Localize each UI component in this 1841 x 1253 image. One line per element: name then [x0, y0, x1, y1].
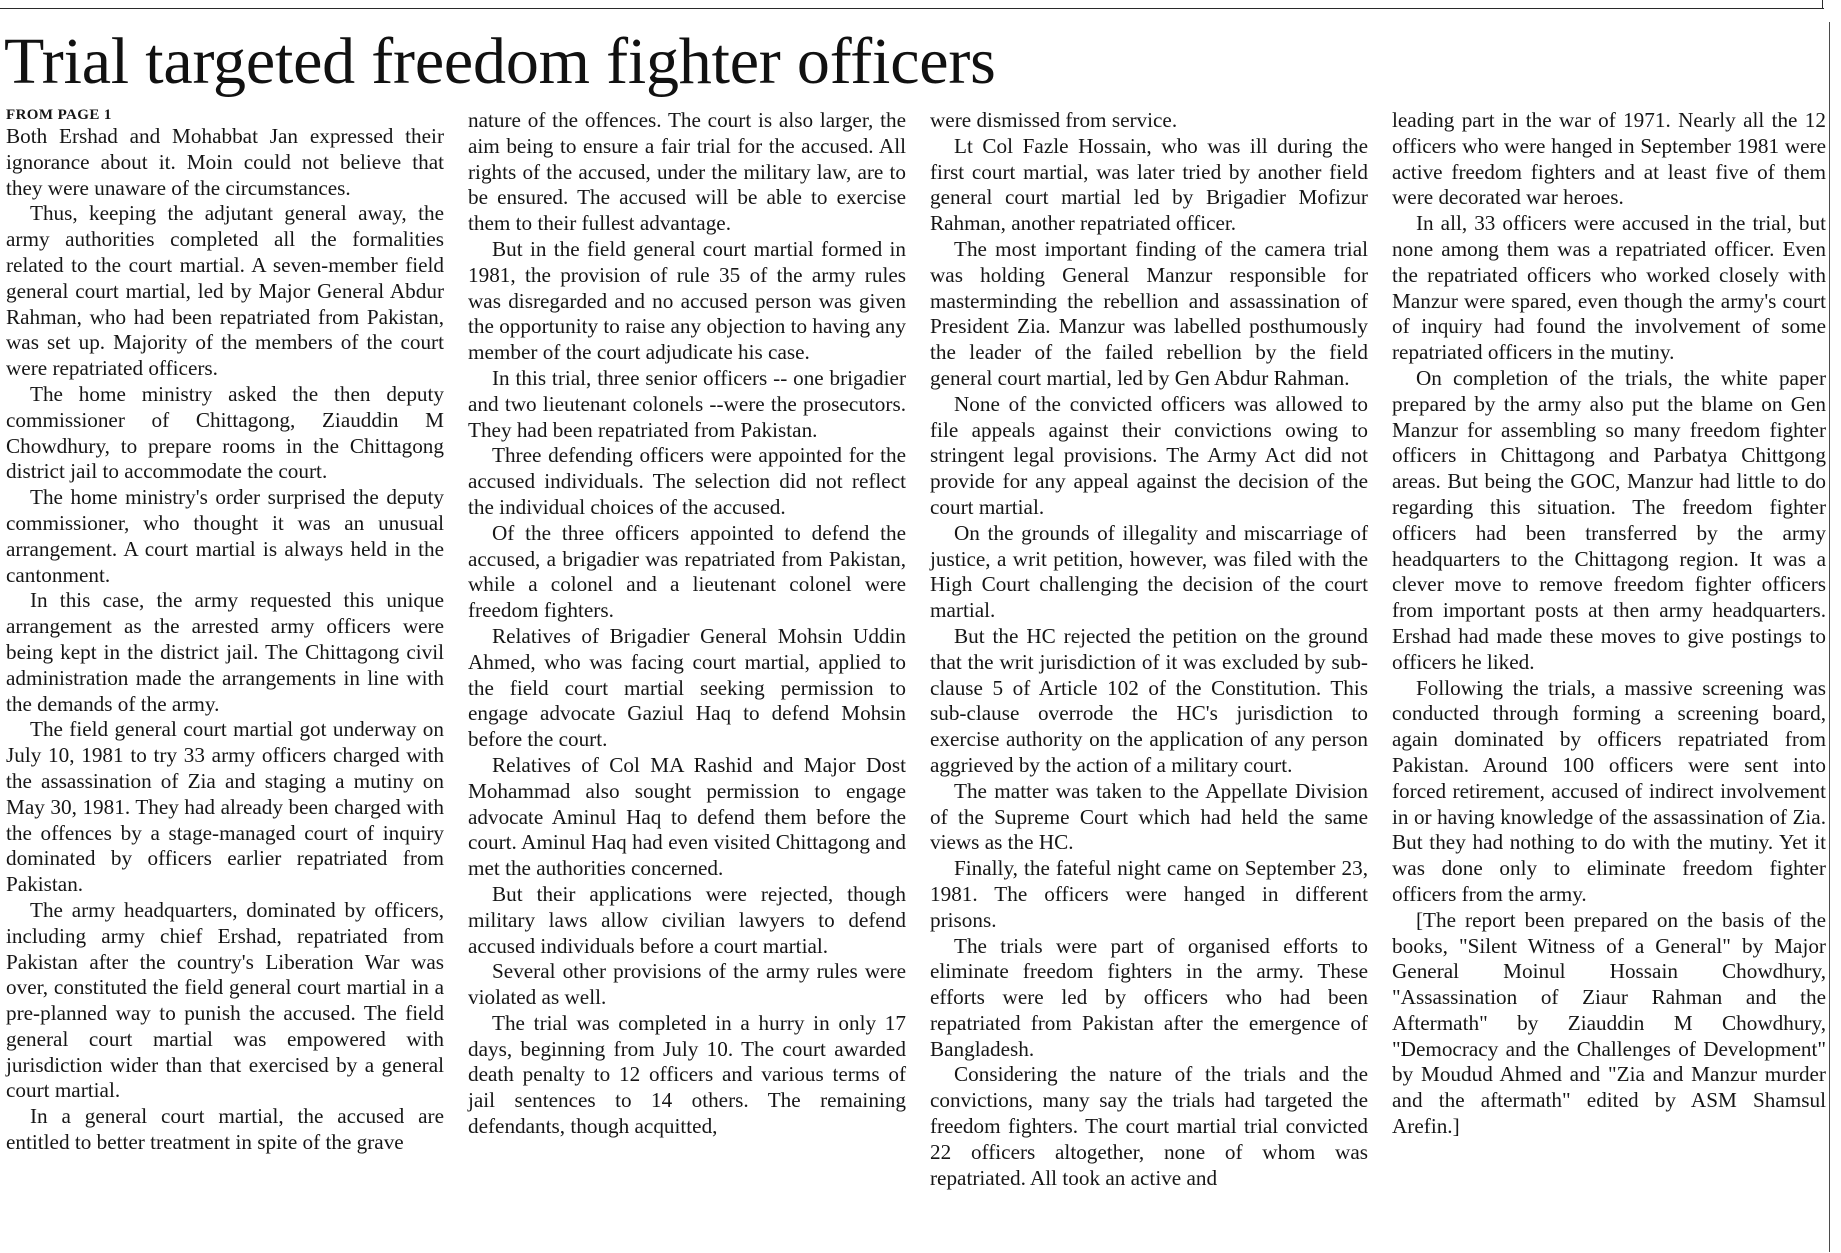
paragraph: None of the convicted officers was allowed to file appeals against their convictions owing to stringent legal provisions. The Army Act did not provide for any appeal against the decision of the court martial. — [930, 391, 1368, 519]
paragraph: On the grounds of illegality and miscarriage of justice, a writ petition, however, was filed with the High Court challenging the decision of the court martial. — [930, 520, 1368, 623]
article-column-4 — [1392, 108, 1826, 1140]
article-column-3 — [930, 108, 1368, 1191]
paragraph: The most important finding of the camera trial was holding General Manzur responsible for masterminding the rebellion and assassination of President Zia. Manzur was labelled posthumously the leader of the failed rebellion by the field general court martial, led by Gen Abdur Rahman. — [930, 236, 1368, 390]
article-column-2 — [468, 108, 906, 1140]
paragraph: Several other provisions of the army rules were violated as well. — [468, 959, 906, 1010]
source-note: [The report been prepared on the basis of the books, "Silent Witness of a General" by Major General Moinul Hossain Chowdhury, "Assassination of Ziaur Rahman and the Aftermath" by Ziauddin M Chowdhury, "Democracy and the Challenges of Development" by Moudud Ahmed and "Zia and Manzur murder and the aftermath" edited by ASM Shamsul Arefin.] — [1392, 907, 1826, 1139]
paragraph: The trials were part of organised efforts to eliminate freedom fighters in the army. These efforts were led by officers who had been repatriated from Pakistan after the emergence of Bangladesh. — [930, 933, 1368, 1061]
paragraph: nature of the offences. The court is also larger, the aim being to ensure a fair trial for the accused. All rights of the accused, under the military law, are to be ensured. The accused will be able to exercise them to their fullest advantage. — [468, 108, 906, 236]
paragraph: In this case, the army requested this unique arrangement as the arrested army officers were being kept in the district jail. The Chittagong civil administration made the arrangements in line with the demands of the army. — [6, 588, 444, 716]
paragraph: Both Ershad and Mohabbat Jan expressed their ignorance about it. Moin could not believe that they were unaware of the circumstances. — [6, 124, 444, 200]
top-rule — [0, 8, 1824, 9]
paragraph: Considering the nature of the trials and the convictions, many say the trials had targeted the freedom fighters. The court martial trial convicted 22 officers altogether, none of whom was repatriated. All took an active and — [930, 1062, 1368, 1190]
paragraph: Three defending officers were appointed for the accused individuals. The selection did not reflect the individual choices of the accused. — [468, 443, 906, 519]
corner-mark — [1822, 0, 1823, 9]
paragraph: Thus, keeping the adjutant general away, the army authorities completed all the formalities related to the court martial. A seven-member field general court martial, led by Major General Abdur Rahman, who had been repatriated from Pakistan, was set up. Majority of the members of the court were repatriated officers. — [6, 201, 444, 381]
paragraph: In a general court martial, the accused are entitled to better treatment in spite of the grave — [6, 1104, 444, 1155]
headline: Trial targeted freedom fighter officers — [4, 25, 996, 98]
paragraph: were dismissed from service. — [930, 108, 1178, 132]
paragraph: But the HC rejected the petition on the ground that the writ jurisdiction of it was excluded by sub-clause 5 of Article 102 of the Constitution. This sub-clause overrode the HC's jurisdiction to exercise authority on the application of any person aggrieved by the action of a military court. — [930, 623, 1368, 777]
paragraph: On completion of the trials, the white paper prepared by the army also put the blame on Gen Manzur for assembling so many freedom fighter officers in Chittagong and Parbatya Chittgong areas. But being the GOC, Manzur had little to do regarding this situation. The freedom fighter officers had been transferred by the army headquarters to the Chittagong region. It was a clever move to remove freedom fighter officers from important posts at then army headquarters. Ershad had made these moves to give postings to officers he liked. — [1392, 365, 1826, 674]
paragraph: Relatives of Brigadier General Mohsin Uddin Ahmed, who was facing court martial, applied to the field court martial seeking permission to engage advocate Gaziul Haq to defend Mohsin before the court. — [468, 623, 906, 752]
paragraph: The field general court martial got underway on July 10, 1981 to try 33 army officers charged with the assassination of Zia and staging a mutiny on May 30, 1981. They had already been charged with the offences by a stage-managed court of inquiry dominated by officers earlier repatriated from Pakistan. — [6, 717, 444, 897]
paragraph: In all, 33 officers were accused in the trial, but none among them was a repatriated officer. Even the repatriated officers who worked closely with Manzur were spared, even though the army's court of inquiry had found the involvement of some repatriated officers in the mutiny. — [1392, 211, 1826, 365]
paragraph: But their applications were rejected, though military laws allow civilian lawyers to defend accused individuals before a court martial. — [468, 881, 906, 958]
paragraph: But in the field general court martial formed in 1981, the provision of rule 35 of the army rules was disregarded and no accused person was given the opportunity to raise any objection to having any member of the court adjudicate his case. — [468, 236, 906, 365]
paragraph: The home ministry's order surprised the deputy commissioner, who thought it was an unusual arrangement. A court martial is always held in the cantonment. — [6, 485, 444, 587]
paragraph: The home ministry asked the then deputy commissioner of Chittagong, Ziauddin M Chowdhury, to prepare rooms in the Chittagong district jail to accommodate the court. — [6, 381, 444, 484]
article-column-1 — [6, 108, 444, 1156]
paragraph: In this trial, three senior officers -- one brigadier and two lieutenant colonels --were the prosecutors. They had been repatriated from Pakistan. — [468, 365, 906, 442]
paragraph: Relatives of Col MA Rashid and Major Dost Mohammad also sought permission to engage advocate Aminul Haq to defend them before the court. Aminul Haq had even visited Chittagong and met the authorities concerned. — [468, 752, 906, 881]
paragraph: The trial was completed in a hurry in only 17 days, beginning from July 10. The court awarded death penalty to 12 officers and various terms of jail sentences to 14 others. The remaining defendants, though acquitted, — [468, 1010, 906, 1139]
paragraph: Of the three officers appointed to defend the accused, a brigadier was repatriated from Pakistan, while a colonel and a lieutenant colonel were freedom fighters. — [468, 520, 906, 623]
paragraph: The army headquarters, dominated by officers, including army chief Ershad, repatriated from Pakistan after the country's Liberation War was over, constituted the field general court martial in a pre-planned way to punish the accused. The field general court martial was empowered with jurisdiction wider than that exercised by a general court martial. — [6, 897, 444, 1103]
paragraph: leading part in the war of 1971. Nearly all the 12 officers who were hanged in September 1981 were active freedom fighters and at least five of them were decorated war heroes. — [1392, 108, 1826, 210]
paragraph: The matter was taken to the Appellate Division of the Supreme Court which had held the same views as the HC. — [930, 778, 1368, 855]
right-edge-rule — [1829, 22, 1830, 1252]
paragraph: Finally, the fateful night came on September 23, 1981. The officers were hanged in different prisons. — [930, 856, 1368, 932]
paragraph: Following the trials, a massive screening was conducted through forming a screening board, again dominated by officers repatriated from Pakistan. Around 100 officers were sent into forced retirement, accused of indirect involvement in or having knowledge of the assassination of Zia. But they had nothing to do with the mutiny. Yet it was done only to eliminate freedom fighter officers from the army. — [1392, 675, 1826, 906]
paragraph: Lt Col Fazle Hossain, who was ill during the first court martial, was later tried by another field general court martial led by Brigadier Mofizur Rahman, another repatriated officer. — [930, 133, 1368, 236]
kicker: FROM PAGE 1 — [6, 107, 112, 123]
